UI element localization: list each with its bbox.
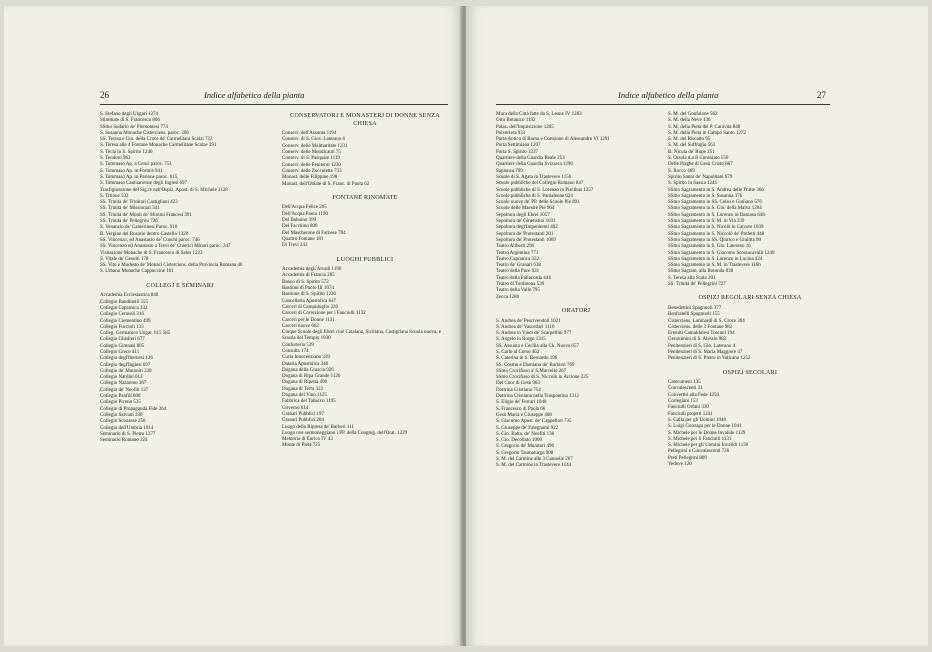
index-entry: Scuole delle Maestre Pie 964 bbox=[496, 206, 555, 212]
index-entry: Del Mascherone di Farnese 704 bbox=[282, 230, 346, 236]
index-entry: S. M. della Neve 136 bbox=[668, 118, 711, 124]
index-entry: Sepoltura degli Ebrei 1057 bbox=[496, 212, 550, 218]
index-entry: Collegio Salviati 330 bbox=[100, 412, 143, 418]
index-entry: Monte di Pietà 725 bbox=[282, 443, 321, 449]
index-entry: Penitenzieri di S. Maria Maggiore 47 bbox=[668, 349, 743, 355]
index-entry: Accademia Ecclesiastica 840 bbox=[100, 293, 159, 299]
index-entry: Del Facchino 800 bbox=[282, 224, 318, 230]
index-entry: Sapienza 799 bbox=[496, 168, 523, 174]
index-entry: S. M. del Carmine in Trastevere 1144 bbox=[496, 463, 572, 469]
index-entry: S. Gregorio Taumaturgo 908 bbox=[496, 450, 554, 456]
index-entry: S. Gio. Decollato 1000 bbox=[496, 438, 542, 444]
index-entry: SS. Cosmo e Damiano de' Barbieri 769 bbox=[496, 362, 575, 368]
right-page-number: 27 bbox=[817, 90, 826, 100]
index-entry: S. Eligio de' Ferrari 1048 bbox=[496, 400, 547, 406]
index-entry: Conserv. delle Penitenti 1230 bbox=[282, 162, 341, 168]
index-entry: Conserv. di S. Pasquale 1119 bbox=[282, 156, 340, 162]
index-entry: Zecca 1280 bbox=[496, 294, 520, 300]
index-entry: SS. Vito e Modesto de' Monaci Cisterciens. della Provincia Romana 40 bbox=[100, 263, 243, 269]
index-entry: S. Luigi Gonzaga per le Donne 1041 bbox=[668, 424, 742, 430]
index-entry: SSmo Sagram. alla Rotonda 838 bbox=[668, 269, 734, 275]
index-entry: S. Gio. Batta. de' Neofiti 136 bbox=[496, 431, 555, 437]
index-entry: SS. Vincenzo ed Anastasio a Trevi de' Chierici Minori paroc. 247 bbox=[100, 244, 231, 250]
index-entry: Accademia degli Arcadi 1190 bbox=[282, 267, 342, 273]
index-entry: Governo 614 bbox=[282, 405, 309, 411]
index-entry: SSmo Sagramento in S. M. in Via 239 bbox=[668, 219, 745, 225]
index-entry: Conserv. delle Malmaritate 1231 bbox=[282, 143, 348, 149]
index-entry: Collegio Piceno 535 bbox=[100, 400, 141, 406]
index-entry: Teatro Capranica 332 bbox=[496, 256, 539, 262]
index-entry: S. Spirito in Sassia 1245 bbox=[668, 181, 718, 187]
left-header-rule bbox=[100, 104, 448, 105]
index-entry: Collegio di Propaganda Fide 364 bbox=[100, 406, 167, 412]
index-entry: S. Susanna Monache Cisterciens. paroc. 206 bbox=[100, 130, 189, 136]
index-entry: Colleg. Germanico Ungar. 615 585 bbox=[100, 331, 171, 337]
right-page bbox=[466, 6, 928, 646]
index-entry: Teatro della Valle 795 bbox=[496, 288, 540, 294]
index-entry: SSmo Sagramento in SS. Celso e Giuliano 576 bbox=[668, 200, 762, 206]
index-entry: S. Carlo al Corso 462 bbox=[496, 349, 540, 355]
index-entry: S. Urbano Monache Cappuccine 161 bbox=[100, 269, 174, 275]
index-entry: SSmo Crocifisso di S. Niccolò in Arcione 225 bbox=[496, 375, 589, 381]
index-entry: Cancellaria Apostolica 647 bbox=[282, 298, 337, 304]
index-entry: Teatro di Tordinona 536 bbox=[496, 282, 545, 288]
index-entry: Collegio Greco 411 bbox=[100, 349, 140, 355]
index-entry: S. M. del Gonfalone 562 bbox=[668, 112, 718, 117]
index-entry: Scuole nuove de' PP. delle Scuole Pie 891 bbox=[496, 200, 580, 206]
index-entry: S. Tommaso Cantuariense degli Inglesi 697 bbox=[100, 181, 188, 187]
index-entry: Dogana di Ripa Grande 1126 bbox=[282, 374, 341, 380]
index-entry: S. M. del Riscatto 95 bbox=[668, 137, 711, 143]
index-entry: S. Andrea de' Pescivendoli 1021 bbox=[496, 318, 561, 324]
index-entry: Luogo ove sermoneggiano i PP. della Congreg. dell'Orat. 1229 bbox=[282, 430, 408, 436]
index-entry: Collegio Capranica 332 bbox=[100, 305, 148, 311]
index-entry: SSmo Crocifisso a' S.Marcello 267 bbox=[496, 368, 567, 374]
index-entry: Porta Antica di Roma e Cortzione di Alessandro VI 1291 bbox=[496, 137, 610, 143]
index-entry: Cinque Scuole degli Ebrei cioè Catalana, Siciliana, Castigliana Scuola nuova, e Scuola del Tempio 1030 bbox=[282, 330, 441, 342]
index-entry: S. M. della Pietà in Campo Santo 1272 bbox=[668, 130, 746, 136]
index-entry: Accademia di Francia 285 bbox=[282, 273, 335, 279]
index-entry: Convalescenti 31 bbox=[668, 386, 703, 392]
index-entry: Collegio Fuccioli 133 bbox=[100, 324, 144, 330]
index-entry: Collegio degl'Ibernesi 126 bbox=[100, 356, 153, 362]
index-entry: SSmo Sudario de' Piemontesi 774 bbox=[100, 124, 168, 130]
index-entry: Dell'Acqua Felice 205 bbox=[282, 205, 327, 211]
index-entry: S. Teresa alle 4 Fontane Monache Carmelitane Scalze 191 bbox=[100, 143, 217, 149]
index-entry: S. Teodoro 962 bbox=[100, 156, 131, 162]
index-entry: SSmo Sagramento in S. Niccolò de' Prefetti 448 bbox=[668, 231, 765, 237]
index-entry: Teatro de' Granari 638 bbox=[496, 263, 541, 269]
left-running-head: Indice alfabetico della pianta bbox=[204, 90, 305, 100]
index-entry: Conserv. delle Mendicanti 75 bbox=[282, 150, 341, 156]
index-entry: Gesù Maria e Giuseppe 408 bbox=[496, 412, 552, 418]
right-column-1 bbox=[496, 112, 656, 470]
index-entry: Benedettini Spagnuoli 377 bbox=[668, 305, 722, 311]
index-entry: Granari Pubblici 197 bbox=[282, 411, 324, 417]
index-entry: S. Gregorio de' Muratori 496 bbox=[496, 444, 554, 450]
section-heading: LUOGHI PUBBLICI bbox=[336, 255, 394, 263]
index-entry: S. M. del Suffragio 563 bbox=[668, 143, 716, 149]
index-entry: Orto Botanico 1192 bbox=[496, 118, 536, 124]
index-entry: SS. Trinità de' Pellegrini 727 bbox=[668, 282, 726, 288]
index-entry: Collegio Nazareno 367 bbox=[100, 381, 147, 387]
index-entry: Cisterciens. delle 3 Fontane 982 bbox=[668, 324, 733, 330]
index-entry: S. Michele per li Fanciulli 1131 bbox=[668, 436, 732, 442]
index-entry: Scuole pubbliche del Collegio Romano 847 bbox=[496, 181, 584, 187]
index-entry: S. Angelo in Borgo 1315 bbox=[496, 337, 546, 343]
index-entry: Collegio Panfili 608 bbox=[100, 394, 141, 400]
index-entry: Pellegrini e Convalescenti 726 bbox=[668, 449, 730, 455]
index-entry: Fabbrica del Tabacco 1195 bbox=[282, 399, 336, 405]
index-entry: Bastioni di Paolo III 1074 bbox=[282, 286, 334, 292]
index-entry: Mura della Città fatte da S. Leone IV 1283 bbox=[496, 112, 582, 117]
index-entry: SS. Trinità de' Monti de' Minimi Francesi 391 bbox=[100, 212, 192, 218]
index-entry: Consulta 174 bbox=[282, 348, 309, 354]
index-entry: S. Giacomo Apost. de' Cappellari 735 bbox=[496, 419, 572, 425]
index-entry: S. Michele per le Donne Invalide 1129 bbox=[668, 430, 746, 436]
index-entry: Preti Pellegrini 809 bbox=[668, 455, 707, 461]
index-entry: S. Giuseppe de' Falegnami 922 bbox=[496, 425, 559, 431]
index-entry: Dogana di Ripetta 490 bbox=[282, 380, 328, 386]
index-entry: SS. Trinità de' Missionari 341 bbox=[100, 206, 160, 212]
index-entry: Collegio Scozzese 258 bbox=[100, 419, 146, 425]
index-entry: Catecumeni 135 bbox=[668, 380, 701, 386]
index-entry: Scuole pubbliche di S. Lorenzo in Piscibus 1257 bbox=[496, 187, 594, 193]
index-entry: S. Stefano degli Ungari 1274 bbox=[100, 112, 159, 117]
section-heading: OSPIZJ REGOLARI SENZA CHIESA bbox=[698, 294, 802, 302]
index-entry: Granari Pubblici 204 bbox=[282, 418, 324, 424]
index-entry: Trasfigurazione del Sig.re nell'Ospiz. Apost. di S. Michele 1128 bbox=[100, 187, 228, 193]
index-entry: Quartiere della Guardia Svizzera 1290 bbox=[496, 162, 573, 168]
index-entry: SSmo Sagramento in S. Susanna 376 bbox=[668, 193, 743, 199]
index-entry: Delle Piaghe di Gesù Cristo 667 bbox=[668, 162, 733, 168]
left-page bbox=[4, 6, 462, 646]
index-entry: Geronimini di S. Alessio 983 bbox=[668, 337, 727, 343]
index-entry: Scuole di S. Agata in Trastevere 1156 bbox=[496, 174, 572, 180]
index-entry: Penitenzieri di S. Pietro in Vaticano 1252 bbox=[668, 356, 751, 362]
index-entry: Cisterciens. Lombardi di S. Croce 304 bbox=[668, 318, 745, 324]
index-entry: Spirito Santo de' Napolitani 679 bbox=[668, 174, 733, 180]
index-entry: Stimmate di S. Francesco 866 bbox=[100, 118, 160, 124]
index-entry: Curia Innocenziana 339 bbox=[282, 355, 330, 361]
index-entry: Dottrina Cristiana 754 bbox=[496, 387, 541, 393]
index-entry: Polveriera 933 bbox=[496, 130, 526, 136]
index-entry: Carceri di Campidoglio 220 bbox=[282, 304, 338, 310]
index-entry: Penitenzieri di S. Gio. Laterano 4 bbox=[668, 343, 736, 349]
index-entry: S. Rocco 469 bbox=[668, 168, 695, 174]
index-entry: Sepoltura de' Ginetistini 1031 bbox=[496, 219, 556, 225]
index-entry: Collegio de' Neofiti 137 bbox=[100, 387, 149, 393]
index-entry: Eremiti Camaldolesi Toscani 194 bbox=[668, 331, 735, 337]
index-entry: S. M. del Carmine alle 3 Cannelle 267 bbox=[496, 457, 573, 463]
index-entry: SSmo Sagramento in S. M. in Trastevere 1166 bbox=[668, 263, 761, 269]
index-entry: Collegio de' Maroniti 228 bbox=[100, 368, 152, 374]
index-entry: Sepoltura de' Protestanti 1069 bbox=[496, 237, 556, 243]
index-entry: S. Tritone 532 bbox=[100, 193, 129, 199]
index-entry: Collegio dell'Umbria 1014 bbox=[100, 425, 154, 431]
index-entry: Conserv. dell'Assunta 1194 bbox=[282, 131, 337, 137]
index-entry: SSmo Sagramento in S. Andrea delle Fratte 366 bbox=[668, 187, 764, 193]
index-entry: SSmo Sagramento in S. Lorenzo in Damaso 646 bbox=[668, 212, 765, 218]
index-entry: SS. Vincenzo, ed Anastasio de' Cuochi paroc. 746 bbox=[100, 237, 200, 243]
index-entry: Collegio Cerasoli 316 bbox=[100, 312, 144, 318]
index-entry: Cortegiani 153 bbox=[668, 399, 698, 405]
index-entry: S. Andrea in Vinci de' Scarpellini 977 bbox=[496, 331, 572, 337]
index-entry: SS. Trinità de' Trinitari Castigliani 423 bbox=[100, 200, 178, 206]
index-entry: S. Orsola d.a Il Consolato 550 bbox=[668, 156, 729, 162]
right-column-2 bbox=[668, 112, 832, 468]
index-entry: S. Tommaso Ap. in Parione paroc. 615 bbox=[100, 174, 178, 180]
index-entry: Sepoltura de' Protestanti 201 bbox=[496, 231, 554, 237]
section-heading: COLLEGJ E SEMINARJ bbox=[146, 281, 214, 289]
index-entry: Convertiti alla Fede 1250 bbox=[668, 392, 719, 398]
index-entry: Quartiere della Guardia Reale 253 bbox=[496, 156, 565, 162]
index-entry: S. Venanzio de' Camerinesi Paroc. 910 bbox=[100, 225, 178, 231]
index-entry: Benfratelli Spagnuoli 155 bbox=[668, 312, 720, 318]
index-entry: Del Cuor di Gesù 963 bbox=[496, 381, 540, 387]
index-entry: S. Vitale de' Gesuiti 178 bbox=[100, 256, 149, 262]
index-entry: S. M. della Pietà del P. Caravita 848 bbox=[668, 124, 741, 130]
index-entry: S. Tecla in S. Spirito 1240 bbox=[100, 149, 153, 155]
right-header-rule bbox=[496, 104, 830, 105]
index-entry: S. Michele per gli Uomini Invalidi 1130 bbox=[668, 443, 749, 449]
index-entry: Banco di S. Spirito 572 bbox=[282, 279, 329, 285]
index-entry: Collegio Ghislieri 677 bbox=[100, 337, 145, 343]
index-entry: Dogana del Vino 1125 bbox=[282, 393, 327, 399]
index-entry: Collegio Bandinelli 555 bbox=[100, 299, 149, 305]
index-entry: Porta Settimiana 1207 bbox=[496, 143, 541, 149]
index-entry: Carceri di Correzione per i Fanciulli 1132 bbox=[282, 311, 366, 317]
index-entry: S. Caterina in S. Bernardo 196 bbox=[496, 356, 558, 362]
left-page-number: 26 bbox=[100, 90, 109, 100]
index-entry: Dogana di Terra 322 bbox=[282, 386, 324, 392]
index-entry: Monast. delle Filippine 198 bbox=[282, 175, 338, 181]
index-entry: Teatro Argentina 771 bbox=[496, 250, 539, 256]
section-heading: CONSERVATORJ E MONASTERJ DI DONNE SENZA CHIESA bbox=[290, 112, 440, 127]
section-heading: OSPIZJ SECOLARI bbox=[722, 368, 778, 376]
index-entry: SSmo Sagramento in S. Giacomo Scossacavalli 1249 bbox=[668, 250, 775, 256]
index-entry: S. Teresa alla Scala 201 bbox=[668, 275, 716, 281]
index-entry: S. Tommaso Ap. in Formis 941 bbox=[100, 168, 163, 174]
index-entry: SSmo Sagramento in S. Gio. della Malva 1204 bbox=[668, 206, 762, 212]
index-entry: SSmo Sagramento in S. Gio. Laterano 16 bbox=[668, 244, 751, 250]
index-entry: Sepoltura degl'Impenitenti 402 bbox=[496, 225, 558, 231]
index-entry: Quattro Fontane 181 bbox=[282, 236, 324, 242]
index-entry: SS. Trinità de' Pellegrini 726 bbox=[100, 219, 158, 225]
index-entry: Bastione di S. Spirito 1236 bbox=[282, 292, 337, 298]
index-entry: Teatro della Pallacorda 444 bbox=[496, 275, 551, 281]
right-running-head: Indice alfabetico della pianta bbox=[618, 90, 719, 100]
index-entry: Fanciulli projetti 1241 bbox=[668, 411, 713, 417]
index-entry: SSmo Sagramento in S. Nicolò in Carcere 1039 bbox=[668, 225, 764, 231]
index-entry: Del Babuino 399 bbox=[282, 218, 317, 224]
index-entry: Visitazione Monache di S. Francesco di Sales 1223 bbox=[100, 250, 203, 256]
index-entry: Conserv. di S. Giov. Laterano 6 bbox=[282, 137, 345, 143]
index-entry: SS. Teresa e Gio. della Croce de' Carmelitani Scalzi 722 bbox=[100, 137, 213, 143]
index-entry: Dell'Acqua Paola 1190 bbox=[282, 211, 328, 217]
index-entry: B. Nicola de' Rupe 251 bbox=[668, 149, 715, 155]
index-entry: Porta S. Spirito 1237 bbox=[496, 149, 538, 155]
index-entry: Collegio Clementino 499 bbox=[100, 318, 151, 324]
index-entry: Seminario di S. Pietro 1277 bbox=[100, 431, 156, 437]
index-entry: Dogana della Grascia 926 bbox=[282, 367, 334, 373]
index-entry: S. Tommaso Ap. a Cenci paroc. 751 bbox=[100, 162, 172, 168]
index-entry: B. Vergine del Rosario dentro Castello 1320 bbox=[100, 231, 189, 237]
index-entry: Monast. dell'Oblate di S. Franc. di Paola 62 bbox=[282, 181, 370, 187]
index-entry: Collegio Nardini 613 bbox=[100, 375, 143, 381]
index-entry: Conforteria 539 bbox=[282, 342, 314, 348]
index-entry: Di Trevi 243 bbox=[282, 243, 308, 249]
index-entry: Teatro Aliberti 296 bbox=[496, 244, 534, 250]
index-entry: SSmo Sagramento in S. Lorenzo in Lucina 424 bbox=[668, 256, 763, 262]
index-entry: SSmo Sagramento in SS. Quirico e Giulitta 90 bbox=[668, 237, 762, 243]
index-entry: Carceri per le Donne 1131 bbox=[282, 317, 335, 323]
section-heading: FONTANE RINOMATE bbox=[332, 193, 398, 201]
section-heading: ORATORJ bbox=[561, 306, 591, 314]
index-entry: Fanciulli Orfani 330 bbox=[668, 405, 709, 411]
index-entry: Luogo della Ripresa de' Barberi 111 bbox=[282, 424, 355, 430]
index-entry: Palaz. dell'Inquisizione 1265 bbox=[496, 124, 554, 130]
index-entry: Scuole pubbliche di S. Pantaleone 624 bbox=[496, 193, 573, 199]
index-entry: Dataria Apostolica 340 bbox=[282, 361, 329, 367]
index-entry: S. Francesco di Paola 66 bbox=[496, 406, 546, 412]
index-entry: Carceri nuove 662 bbox=[282, 323, 319, 329]
index-entry: Vedove 120 bbox=[668, 462, 692, 468]
index-entry: Memoria di Enrico IV 43 bbox=[282, 437, 333, 443]
index-entry: S. Andrea de' Vascellari 1110 bbox=[496, 324, 555, 330]
index-entry: SS. Assunta e Cecilia alla Ch. Nuova 657 bbox=[496, 343, 579, 349]
index-entry: Seminario Romano 324 bbox=[100, 438, 148, 444]
index-entry: Collegio degl'Inglesi 697 bbox=[100, 362, 151, 368]
index-entry: S. Galla per gli Uomini 1040 bbox=[668, 417, 727, 423]
left-column-2 bbox=[282, 112, 448, 450]
index-entry: Conserv. delle Zoccolette 733 bbox=[282, 168, 342, 174]
index-entry: Dottrina Cristiana nella Traspontina 1312 bbox=[496, 394, 580, 400]
index-entry: Collegio Gimnasi 805 bbox=[100, 343, 145, 349]
index-entry: Teatro della Pace 631 bbox=[496, 269, 540, 275]
left-column-1 bbox=[100, 112, 260, 444]
